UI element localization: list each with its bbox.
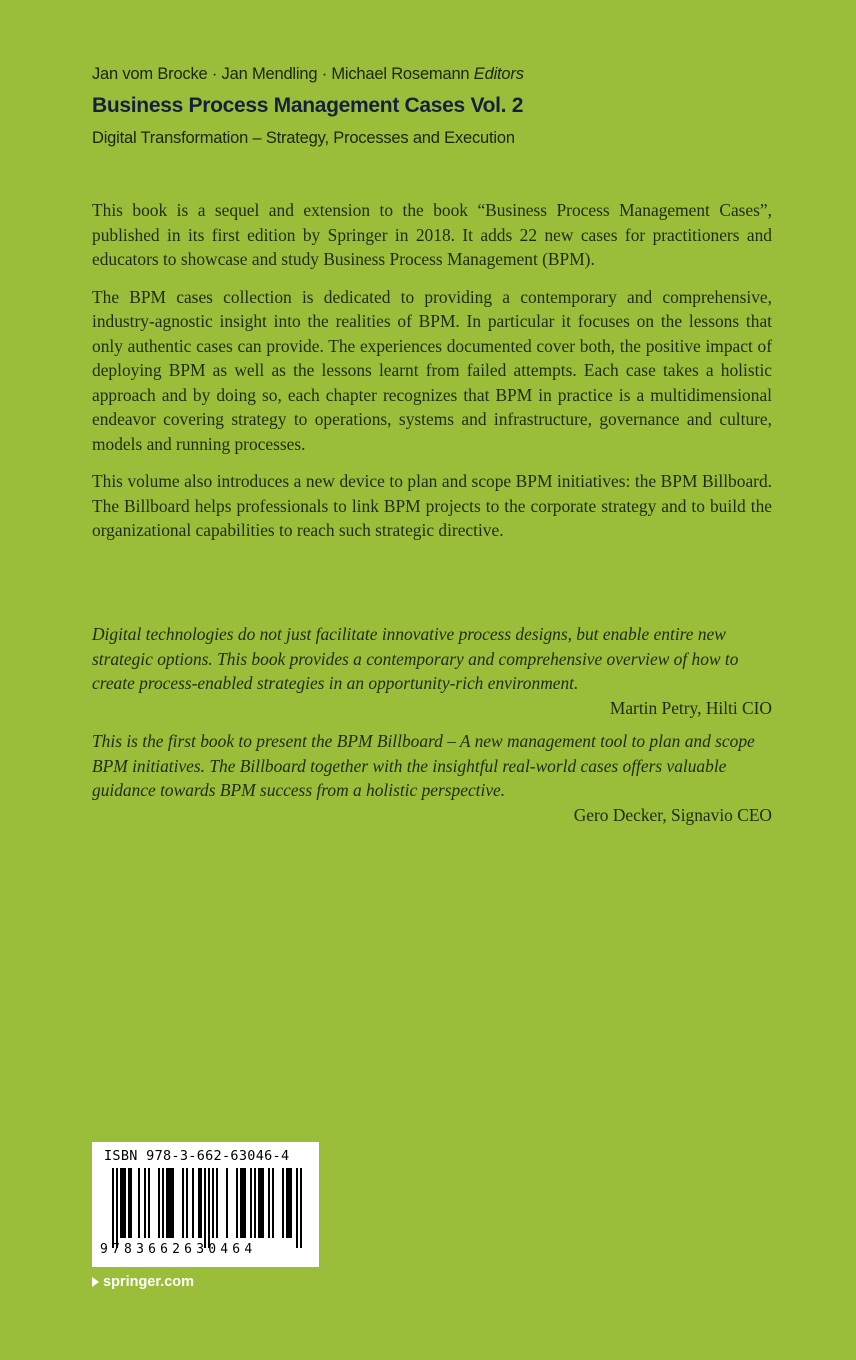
barcode-bar [260,1168,262,1238]
barcode-bar [258,1168,260,1238]
endorsement-attribution: Gero Decker, Signavio CEO [573,804,772,825]
barcode-bar [198,1168,200,1238]
barcode-bar [282,1168,284,1238]
barcode-bar [216,1168,218,1238]
barcode-bar [112,1168,114,1248]
barcode-bar [200,1168,202,1238]
barcode-bar [192,1168,194,1238]
barcode-bar [208,1168,210,1248]
barcode-bar [130,1168,132,1238]
description-paragraph-2: The BPM cases collection is dedicated to providing a contemporary and comprehensive, industry-agnostic insight into the realities of BPM. In particular it focuses on the lessons that only authentic cases can provide. The experiences documented cover both, the positive impact of deploying BPM as well as the lessons learnt from failed attempts. Each case takes a holistic approach and by doing so, each chapter recognizes that BPM in practice is a multidimensional endeavor covering strategy to operations, systems and infrastructure, governance and culture, models and running processes. [92,286,772,454]
isbn-label: ISBN 978-3-662-63046-4 [104,1148,290,1164]
isbn-barcode [92,1142,319,1267]
barcode-bar [138,1168,140,1238]
endorsement-2 [92,729,772,827]
book-title: Business Process Management Cases Vol. 2 [92,94,524,117]
editors-line [92,65,524,84]
barcode-bar [158,1168,160,1238]
barcode-bar [236,1168,238,1238]
endorsement-1 [92,622,772,720]
barcode-bar [254,1168,256,1238]
barcode-bar [244,1168,246,1238]
endorsement-text: This is the first book to present the BPM Billboard – A new management tool to plan and scope BPM initiatives. The Billboard together with the insightful real-world cases offers valuable guidance towards BPM success from a holistic perspective. [92,731,755,800]
endorsements [92,622,772,836]
barcode-bar [120,1168,122,1238]
barcode-bar [124,1168,126,1238]
barcode-bar [262,1168,264,1238]
publisher-link-text: springer.com [103,1274,195,1290]
barcode-bar [122,1168,124,1238]
ean-digits: 9783662630464 [100,1242,257,1257]
publisher-link[interactable] [92,1274,194,1290]
barcode-bar [242,1168,244,1238]
barcode-bar [128,1168,130,1238]
editors-names: Jan vom Brocke · Jan Mendling · Michael Rosemann [92,65,470,83]
barcode-bar [170,1168,172,1238]
barcode-bar [168,1168,170,1238]
barcode-bar [288,1168,290,1238]
barcode-bar [212,1168,214,1238]
barcode-bar [286,1168,288,1238]
description [92,198,772,556]
barcode-bar [162,1168,164,1238]
arrow-right-icon [92,1277,99,1287]
barcode-bar [272,1168,274,1238]
barcode-bar [268,1168,270,1238]
barcode-bar [148,1168,150,1238]
barcode-bar [144,1168,146,1238]
barcode-bar [290,1168,292,1238]
barcode-bar [204,1168,206,1248]
description-paragraph-3: This volume also introduces a new device to plan and scope BPM initiatives: the BPM Billboard. The Billboard helps professionals to link BPM projects to the corporate strategy and to build the organizational capabilities to reach such strategic directive. [92,471,772,540]
barcode-bar [296,1168,298,1248]
barcode-bar [172,1168,174,1238]
editors-role: Editors [473,65,524,83]
endorsement-attribution: Martin Petry, Hilti CIO [609,697,772,718]
description-paragraph-1: This book is a sequel and extension to the book “Business Process Management Cases”, published in its first edition by Springer in 2018. It adds 22 new cases for practitioners and educators to showcase and study Business Process Management (BPM). [92,200,772,269]
barcode-bar [226,1168,228,1238]
barcode-bar [182,1168,184,1238]
endorsement-text: Digital technologies do not just facilitate innovative process designs, but enable entire new strategic options. This book provides a contemporary and comprehensive overview of how to create process-enabled strategies in an opportunity-rich environment. [92,624,739,693]
barcode-bar [300,1168,302,1248]
book-subtitle: Digital Transformation – Strategy, Processes and Execution [92,129,515,147]
barcode-bar [116,1168,118,1248]
barcode-bar [240,1168,242,1238]
barcode-bar [166,1168,168,1238]
barcode-bar [250,1168,252,1238]
barcode-bar [186,1168,188,1238]
